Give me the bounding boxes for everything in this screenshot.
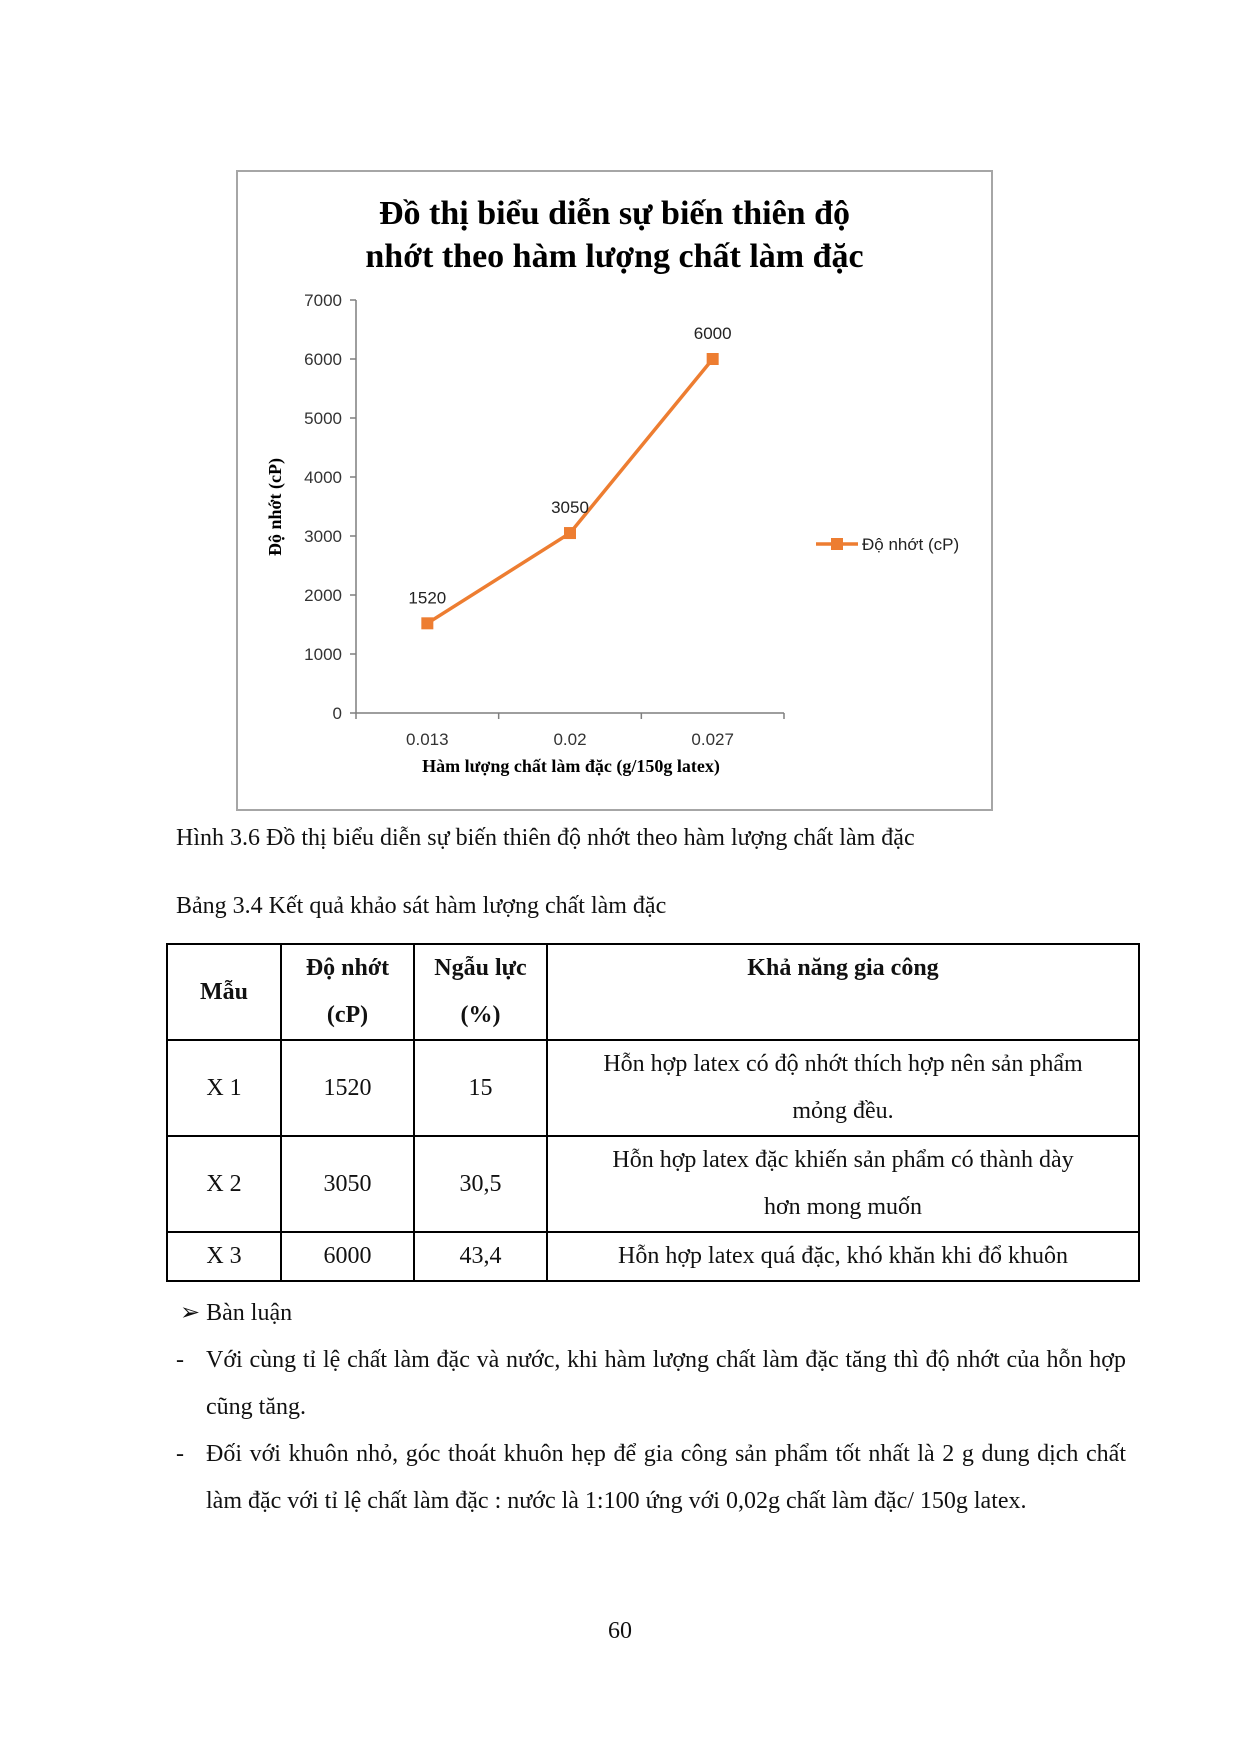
series-markers [421, 353, 718, 629]
y-tick-label: 6000 [304, 350, 342, 369]
cell-processability [547, 1136, 1139, 1232]
header-viscosity-line1: Độ nhớt [305, 955, 390, 981]
cell-processability [547, 1040, 1139, 1136]
header-torque-line1: Ngẫu lực [434, 955, 527, 981]
y-tick-label: 3000 [304, 527, 342, 546]
header-sample: Mẫu [167, 944, 281, 1040]
chart-title-line1: Đồ thị biểu diễn sự biến thiên độ [378, 195, 851, 232]
y-tick-label: 5000 [304, 409, 342, 428]
chart-frame [236, 170, 993, 811]
header-viscosity [281, 944, 414, 1040]
table-row [167, 1232, 1139, 1281]
x-tick-label: 0.027 [691, 730, 734, 749]
data-point-marker [421, 617, 433, 629]
cell-torque: 43,4 [414, 1232, 547, 1281]
x-axis-ticks [356, 713, 784, 749]
data-point-marker [564, 527, 576, 539]
y-tick-label: 0 [332, 704, 342, 723]
data-label: 6000 [693, 324, 732, 343]
desc-line2: mỏng đều. [792, 1098, 894, 1124]
y-tick-label: 4000 [304, 468, 342, 487]
data-label: 3050 [551, 498, 589, 518]
figure-caption: Hình 3.6 Đồ thị biểu diễn sự biến thiên độ nhớt theo hàm lượng chất làm đặc [176, 825, 915, 851]
chart-title-line2: nhớt theo hàm lượng chất làm đặc [365, 238, 864, 275]
chart-plot [238, 172, 991, 809]
x-axis-label: Hàm lượng chất làm đặc (g/150g latex) [422, 756, 720, 776]
y-tick-label: 7000 [304, 291, 342, 310]
cell-torque: 30,5 [414, 1136, 547, 1232]
cell-sample: X 2 [167, 1136, 281, 1232]
cell-viscosity: 6000 [281, 1232, 414, 1281]
discussion-heading-text: Bàn luận [206, 1300, 293, 1326]
header-processability: Khả năng gia công [547, 944, 1139, 1040]
dash-bullet-icon: - [176, 1441, 184, 1467]
cell-sample: X 3 [167, 1232, 281, 1281]
dash-bullet-icon: - [176, 1347, 184, 1373]
table-row [167, 1040, 1139, 1136]
y-tick-label: 1000 [304, 645, 342, 664]
table-row [167, 1136, 1139, 1232]
arrow-bullet-icon: ➢ [180, 1300, 201, 1326]
chart-legend [816, 535, 959, 554]
legend-marker [831, 538, 843, 550]
table-header-row [167, 944, 1139, 1040]
y-tick-label: 2000 [304, 586, 342, 605]
cell-torque: 15 [414, 1040, 547, 1136]
cell-sample: X 1 [167, 1040, 281, 1136]
series-line [427, 359, 712, 623]
header-viscosity-line2: (cP) [326, 1002, 369, 1028]
legend-label: Độ nhớt (cP) [862, 535, 960, 554]
cell-viscosity: 3050 [281, 1136, 414, 1232]
desc-line1: Hỗn hợp latex có độ nhớt thích hợp nên sản phẩm [603, 1051, 1083, 1077]
table-caption: Bảng 3.4 Kết quả khảo sát hàm lượng chất làm đặc [176, 893, 667, 919]
cell-viscosity: 1520 [281, 1040, 414, 1136]
discussion-paragraph-2: Đối với khuôn nhỏ, góc thoát khuôn hẹp để gia công sản phẩm tốt nhất là 2 g dung dịch chất làm đặc với tỉ lệ chất làm đặc : nước là 1:100 ứng với 0,02g chất làm đặc/ 150g latex. [206, 1441, 1126, 1514]
discussion-paragraph-1: Với cùng tỉ lệ chất làm đặc và nước, khi hàm lượng chất làm đặc tăng thì độ nhớt của hỗn hợp cũng tăng. [206, 1347, 1126, 1420]
cell-processability: Hỗn hợp latex quá đặc, khó khăn khi đổ khuôn [547, 1232, 1139, 1281]
page-number: 60 [608, 1618, 632, 1644]
y-axis-label: Độ nhớt (cP) [265, 458, 285, 556]
x-tick-label: 0.02 [553, 730, 587, 749]
discussion-heading [180, 1290, 292, 1337]
data-point-marker [707, 353, 719, 365]
data-labels [408, 324, 731, 607]
header-torque [414, 944, 547, 1040]
x-tick-label: 0.013 [406, 730, 449, 749]
y-axis-ticks [304, 291, 356, 723]
header-torque-line2: (%) [460, 1002, 501, 1028]
results-table [166, 943, 1140, 1282]
data-label: 1520 [408, 588, 447, 608]
desc-line2: hơn mong muốn [763, 1194, 923, 1220]
desc-line1: Hỗn hợp latex đặc khiến sản phẩm có thành dày [612, 1147, 1074, 1173]
